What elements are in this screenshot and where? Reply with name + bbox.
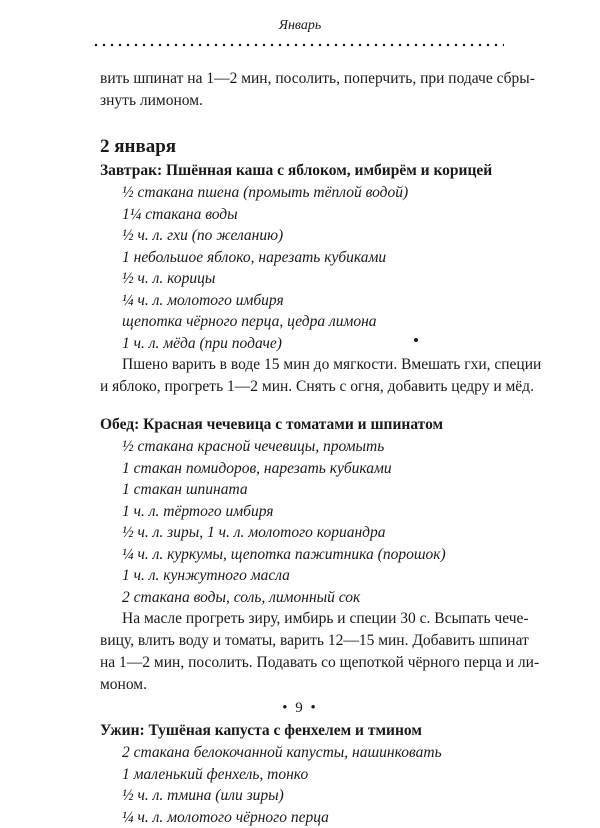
method-line: Пшено варить в воде 15 мин до мягкости. Вмешать гхи, специи [100, 354, 504, 376]
ingredient-line: ½ стакана пшена (промыть тёплой водой) [100, 182, 504, 204]
print-speck [414, 338, 418, 342]
ingredient-line: ½ ч. л. тмина (или зиры) [100, 785, 504, 807]
ingredient-line: 1 ч. л. тёртого имбиря [100, 501, 504, 523]
ingredient-line: ¼ ч. л. куркумы, щепотка пажитника (порошок) [100, 544, 504, 566]
method-line: На масле прогреть зиру, имбирь и специи 30 с. Всыпать чече- [100, 608, 504, 630]
intro-line: вить шпинат на 1—2 мин, посолить, поперчить, при подаче сбры- [100, 68, 504, 90]
header-dotted-rule [92, 42, 504, 48]
ingredient-line: 1 стакан помидоров, нарезать кубиками [100, 458, 504, 480]
section-gap [100, 398, 504, 408]
lunch-title: Обед: Красная чечевица с томатами и шпинатом [100, 414, 504, 436]
ingredient-line: ½ стакана красной чечевицы, промыть [100, 436, 504, 458]
dinner-ingredients [100, 742, 504, 828]
ingredient-line: ½ ч. л. гхи (по желанию) [100, 225, 504, 247]
ingredient-line: 1 ч. л. кунжутного масла [100, 565, 504, 587]
ingredient-line: 2 стакана белокочанной капусты, нашинковать [100, 742, 504, 764]
breakfast-title: Завтрак: Пшённая каша с яблоком, имбирём и корицей [100, 160, 504, 182]
running-header: Январь [0, 18, 600, 34]
ingredient-line: 1 ч. л. мёда (при подаче) [100, 333, 504, 355]
day-heading: 2 января [100, 134, 504, 160]
ingredient-line: 1 стакан шпината [100, 479, 504, 501]
page-number: • 9 • [0, 700, 600, 717]
ingredient-line: 1¼ стакана воды [100, 204, 504, 226]
ingredient-line: ¼ ч. л. молотого имбиря [100, 290, 504, 312]
lunch-ingredients [100, 436, 504, 608]
method-line: моном. [100, 674, 504, 696]
ingredient-line: ½ ч. л. зиры, 1 ч. л. молотого кориандра [100, 522, 504, 544]
ingredient-line: щепотка чёрного перца, цедра лимона [100, 311, 504, 333]
ingredient-line: ¼ ч. л. молотого чёрного перца [100, 807, 504, 828]
ingredient-line: 1 маленький фенхель, тонко [100, 764, 504, 786]
ingredient-line: 2 стакана воды, соль, лимонный сок [100, 587, 504, 609]
dinner-title: Ужин: Тушёная капуста с фенхелем и тмином [100, 720, 504, 742]
ingredient-line: 1 небольшое яблоко, нарезать кубиками [100, 247, 504, 269]
method-line: вицу, влить воду и томаты, варить 12—15 мин. Добавить шпинат [100, 630, 504, 652]
method-line: и яблоко, прогреть 1—2 мин. Снять с огня, добавить цедру и мёд. [100, 376, 504, 398]
method-line: на 1—2 мин, посолить. Подавать со щепоткой чёрного перца и ли- [100, 652, 504, 674]
breakfast-ingredients [100, 182, 504, 354]
ingredient-line: ½ ч. л. корицы [100, 268, 504, 290]
intro-line: знуть лимоном. [100, 90, 504, 112]
